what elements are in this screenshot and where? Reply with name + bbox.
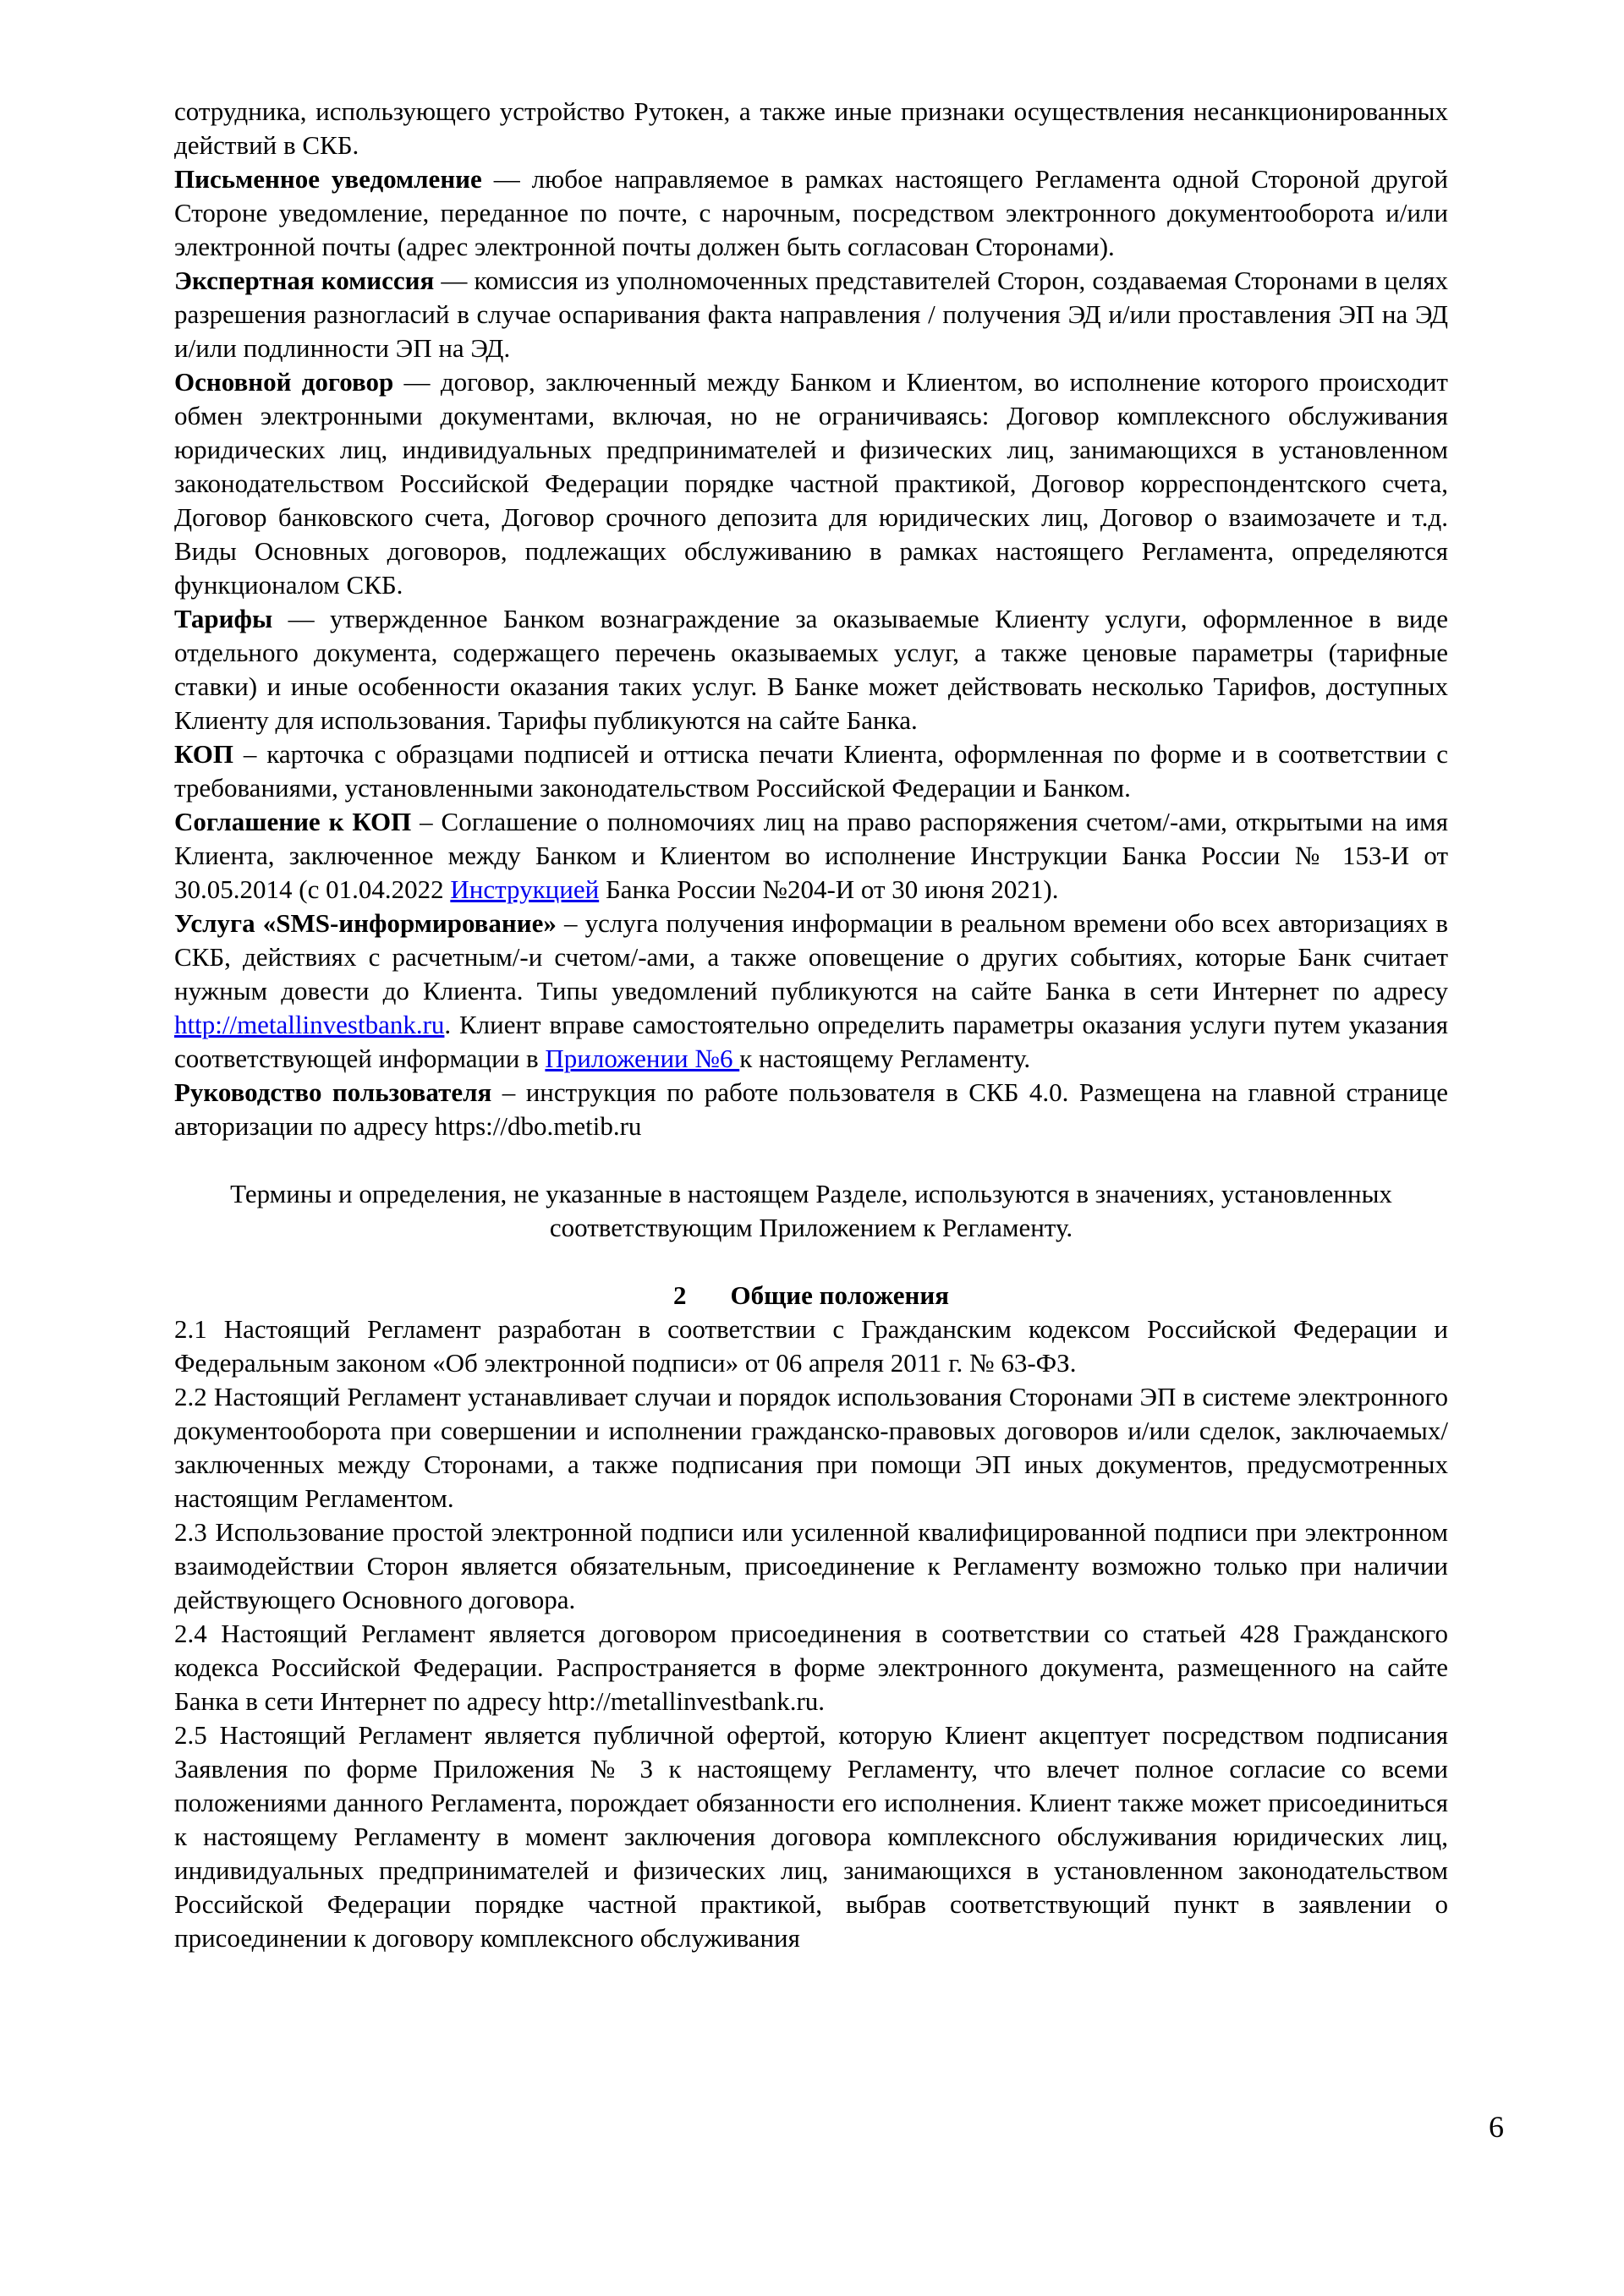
definition-text: к настоящему Регламенту. xyxy=(739,1044,1031,1073)
section-number: 2 xyxy=(672,1280,687,1310)
definition-text: — комиссия из уполномоченных представителей Сторон, создаваемая Сторонами в целях разрешения разногласий в случае оспаривания факта направления / получения ЭД и/или проставления ЭП на ЭД и/или подлинности ЭП на ЭД. xyxy=(174,266,1448,363)
terms-note: Термины и определения, не указанные в настоящем Разделе, используются в значениях, установленных соответствующим Приложением к Регламенту. xyxy=(230,1179,1392,1242)
definition-text: – Соглашение о полномочиях лиц на право распоряжения счетом/-ами, открытыми на имя Клиента, заключенное между Банком и Клиентом во исполнение Инструкции Банка России № 153-И от 30.05.2014 (с 01.04.2022 xyxy=(174,807,1448,904)
definition-text: . Клиент вправе самостоятельно определить параметры оказания услуги путем указания соответствующей информации в xyxy=(174,1010,1448,1073)
definition-sms-service xyxy=(174,907,1448,1076)
definition-text: – карточка с образцами подписей и оттиска печати Клиента, оформленная по форме и в соответствии с требованиями, установленными законодательством Российской Федерации и Банком. xyxy=(174,739,1448,803)
definition-main-contract xyxy=(174,365,1448,602)
definition-term: Услуга «SMS-информирование» xyxy=(174,908,557,938)
definition-term: Основной договор xyxy=(174,367,394,397)
clause-2-5: 2.5 Настоящий Регламент является публичной офертой, которую Клиент акцептует посредством подписания Заявления по форме Приложения № 3 к настоящему Регламенту, что влечет полное согласие со всеми положениями данного Регламента, порождает обязанности его исполнения. Клиент также может присоединиться к настоящему Регламенту в момент заключения договора комплексного обслуживания юридических лиц, индивидуальных предпринимателей и физических лиц, занимающихся в установленном законодательством Российской Федерации порядке частной практикой, выбрав соответствующий пункт в заявлении о присоединении к договору комплексного обслуживания xyxy=(174,1720,1448,1953)
definition-text: — утвержденное Банком вознаграждение за оказываемые Клиенту услуги, оформленное в виде отдельного документа, содержащего перечень оказываемых услуг, а также ценовые параметры (тарифные ставки) и иные особенности оказания таких услуг. В Банке может действовать несколько Тарифов, доступных Клиенту для использования. Тарифы публикуются на сайте Банка. xyxy=(174,604,1448,735)
page-content xyxy=(174,95,1448,1955)
definition-written-notice xyxy=(174,162,1448,264)
definition-tariffs xyxy=(174,602,1448,737)
clause-2-2: 2.2 Настоящий Регламент устанавливает случаи и порядок использования Сторонами ЭП в системе электронного документооборота при совершении и исполнении гражданско-правовых договоров и/или сделок, заключаемых/заключенных между Сторонами, а также подписания при помощи ЭП иных документов, предусмотренных настоящим Регламентом. xyxy=(174,1382,1448,1513)
definition-text: – услуга получения информации в реальном времени обо всех авторизациях в СКБ, действиях с расчетным/-и счетом/-ами, а также оповещение о других событиях, которые Банк считает нужным довести до Клиента. Типы уведомлений публикуются на сайте Банка в сети Интернет по адресу xyxy=(174,908,1449,1006)
definition-term: КОП xyxy=(174,739,233,769)
definition-term: Письменное уведомление xyxy=(174,164,482,194)
definition-user-guide xyxy=(174,1076,1448,1143)
definition-expert-commission xyxy=(174,264,1448,365)
definition-term: Руководство пользователя xyxy=(174,1077,492,1107)
definition-text: – инструкция по работе пользователя в СКБ 4.0. Размещена на главной странице авторизации по адресу https://dbo.metib.ru xyxy=(174,1077,1448,1141)
page-number: 6 xyxy=(1489,2110,1504,2144)
clause-2-3: 2.3 Использование простой электронной подписи или усиленной квалифицированной подписи при электронном взаимодействии Сторон является обязательным, присоединение к Регламенту возможно только при наличии действующего Основного договора. xyxy=(174,1517,1448,1614)
definition-term: Тарифы xyxy=(174,604,273,633)
section-heading xyxy=(174,1279,1448,1312)
appendix-6-link[interactable]: Приложении №6 xyxy=(545,1044,740,1073)
section-title: Общие положения xyxy=(730,1280,950,1310)
metallinvestbank-link[interactable]: http://metallinvestbank.ru xyxy=(174,1010,445,1039)
intro-paragraph: сотрудника, использующего устройство Рутокен, а также иные признаки осуществления несанкционированных действий в СКБ. xyxy=(174,96,1448,160)
definition-text: — любое направляемое в рамках настоящего Регламента одной Стороной другой Стороне уведомление, переданное по почте, с нарочным, посредством электронного документооборота и/или электронной почты (адрес электронной почты должен быть согласован Сторонами). xyxy=(174,164,1448,261)
definition-text: — договор, заключенный между Банком и Клиентом, во исполнение которого происходит обмен электронными документами, включая, но не ограничиваясь: Договор комплексного обслуживания юридических лиц, индивидуальных предпринимателей и физических лиц, занимающихся в установленном законодательством Российской Федерации порядке частной практикой, Договор корреспондентского счета, Договор банковского счета, Договор срочного депозита для юридических лиц, Договор о взаимозачете и т.д. Виды Основных договоров, подлежащих обслуживанию в рамках настоящего Регламента, определяются функционалом СКБ. xyxy=(174,367,1448,600)
clause-2-4: 2.4 Настоящий Регламент является договором присоединения в соответствии со статьей 428 Гражданского кодекса Российской Федерации. Распространяется в форме электронного документа, размещенного на сайте Банка в сети Интернет по адресу http://metallinvestbank.ru. xyxy=(174,1619,1448,1716)
clause-2-1: 2.1 Настоящий Регламент разработан в соответствии с Гражданским кодексом Российской Федерации и Федеральным законом «Об электронной подписи» от 06 апреля 2011 г. № 63-ФЗ. xyxy=(174,1314,1448,1378)
definition-kop xyxy=(174,737,1448,805)
definition-term: Экспертная комиссия xyxy=(174,266,435,295)
definition-text: Банка России №204-И от 30 июня 2021). xyxy=(599,874,1059,904)
definition-kop-agreement xyxy=(174,805,1448,907)
instruction-link[interactable]: Инструкцией xyxy=(450,874,600,904)
definition-term: Соглашение к КОП xyxy=(174,807,412,836)
